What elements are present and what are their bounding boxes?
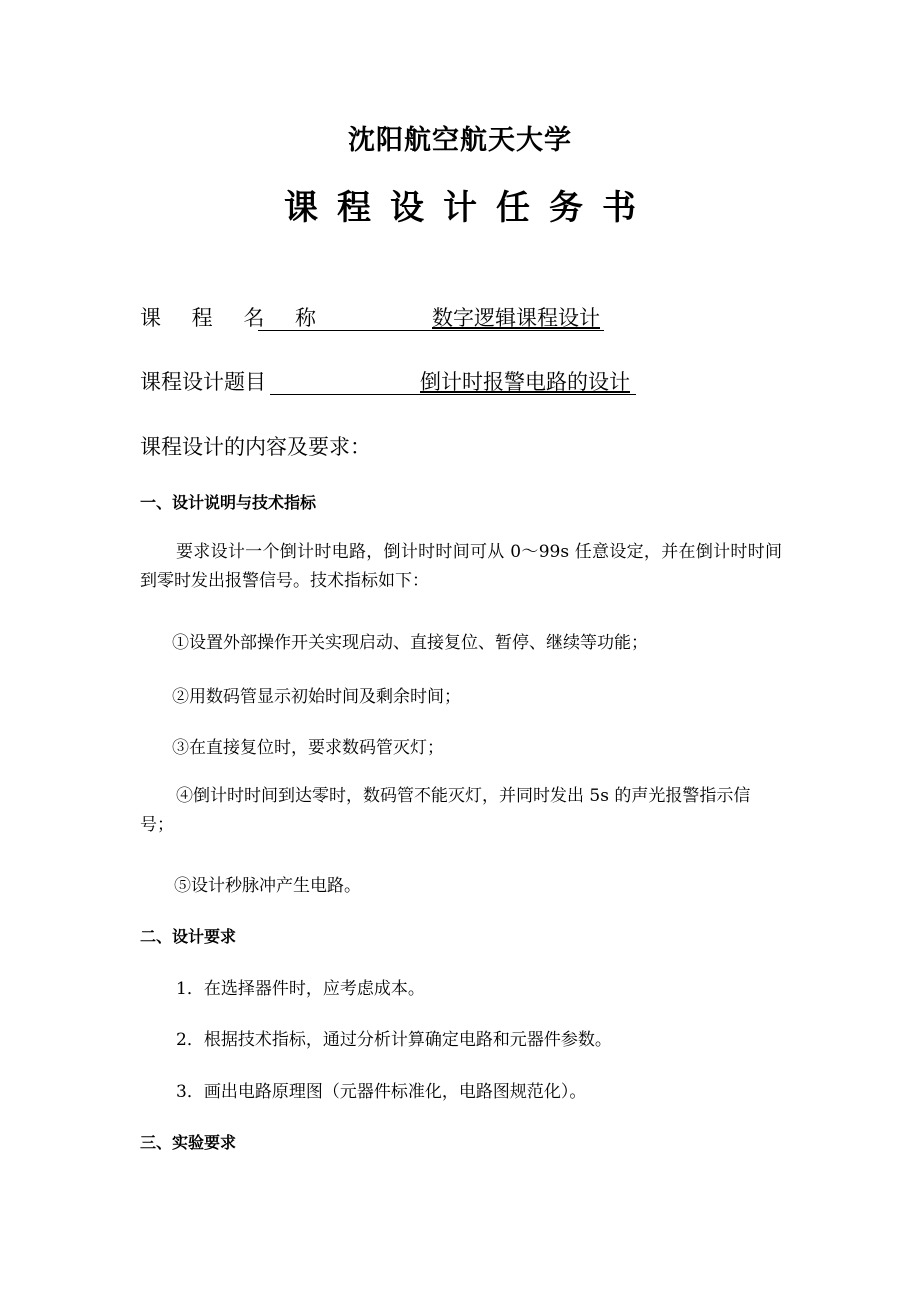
spec-item: ⑤设计秒脉冲产生电路。 — [174, 876, 361, 896]
course-name-label: 课 程 名 称 — [140, 306, 329, 330]
content-heading: 课程设计的内容及要求： — [140, 435, 371, 459]
spec-item: ②用数码管显示初始时间及剩余时间； — [172, 687, 461, 707]
spec-item: ①设置外部操作开关实现启动、直接复位、暂停、继续等功能； — [172, 633, 648, 653]
document-title: 课程设计任务书 — [284, 188, 655, 228]
spec-item: ④倒计时时间到达零时，数码管不能灭灯，并同时发出 5s 的声光报警指示信号； — [140, 786, 751, 835]
topic-value: 倒计时报警电路的设计 — [420, 370, 630, 394]
spec-item: ③在直接复位时，要求数码管灭灯； — [172, 738, 444, 758]
requirement-item: 2．根据技术指标，通过分析计算确定电路和元器件参数。 — [176, 1030, 612, 1050]
requirement-item: 3．画出电路原理图（元器件标准化，电路图规范化）。 — [176, 1082, 587, 1102]
section1-heading: 一、设计说明与技术指标 — [140, 493, 317, 512]
section2-heading: 二、设计要求 — [140, 927, 237, 946]
section1-intro: 要求设计一个倒计时电路，倒计时时间可从 0～99s 任意设定，并在倒计时时间到零时发出报警信号。技术指标如下： — [140, 542, 782, 591]
university-name: 沈阳航空航天大学 — [348, 125, 572, 156]
requirement-item: 1．在选择器件时，应考虑成本。 — [176, 979, 425, 999]
section3-heading: 三、实验要求 — [140, 1133, 237, 1152]
topic-label: 课程设计题目 — [140, 370, 266, 394]
course-name-value: 数字逻辑课程设计 — [432, 306, 600, 330]
